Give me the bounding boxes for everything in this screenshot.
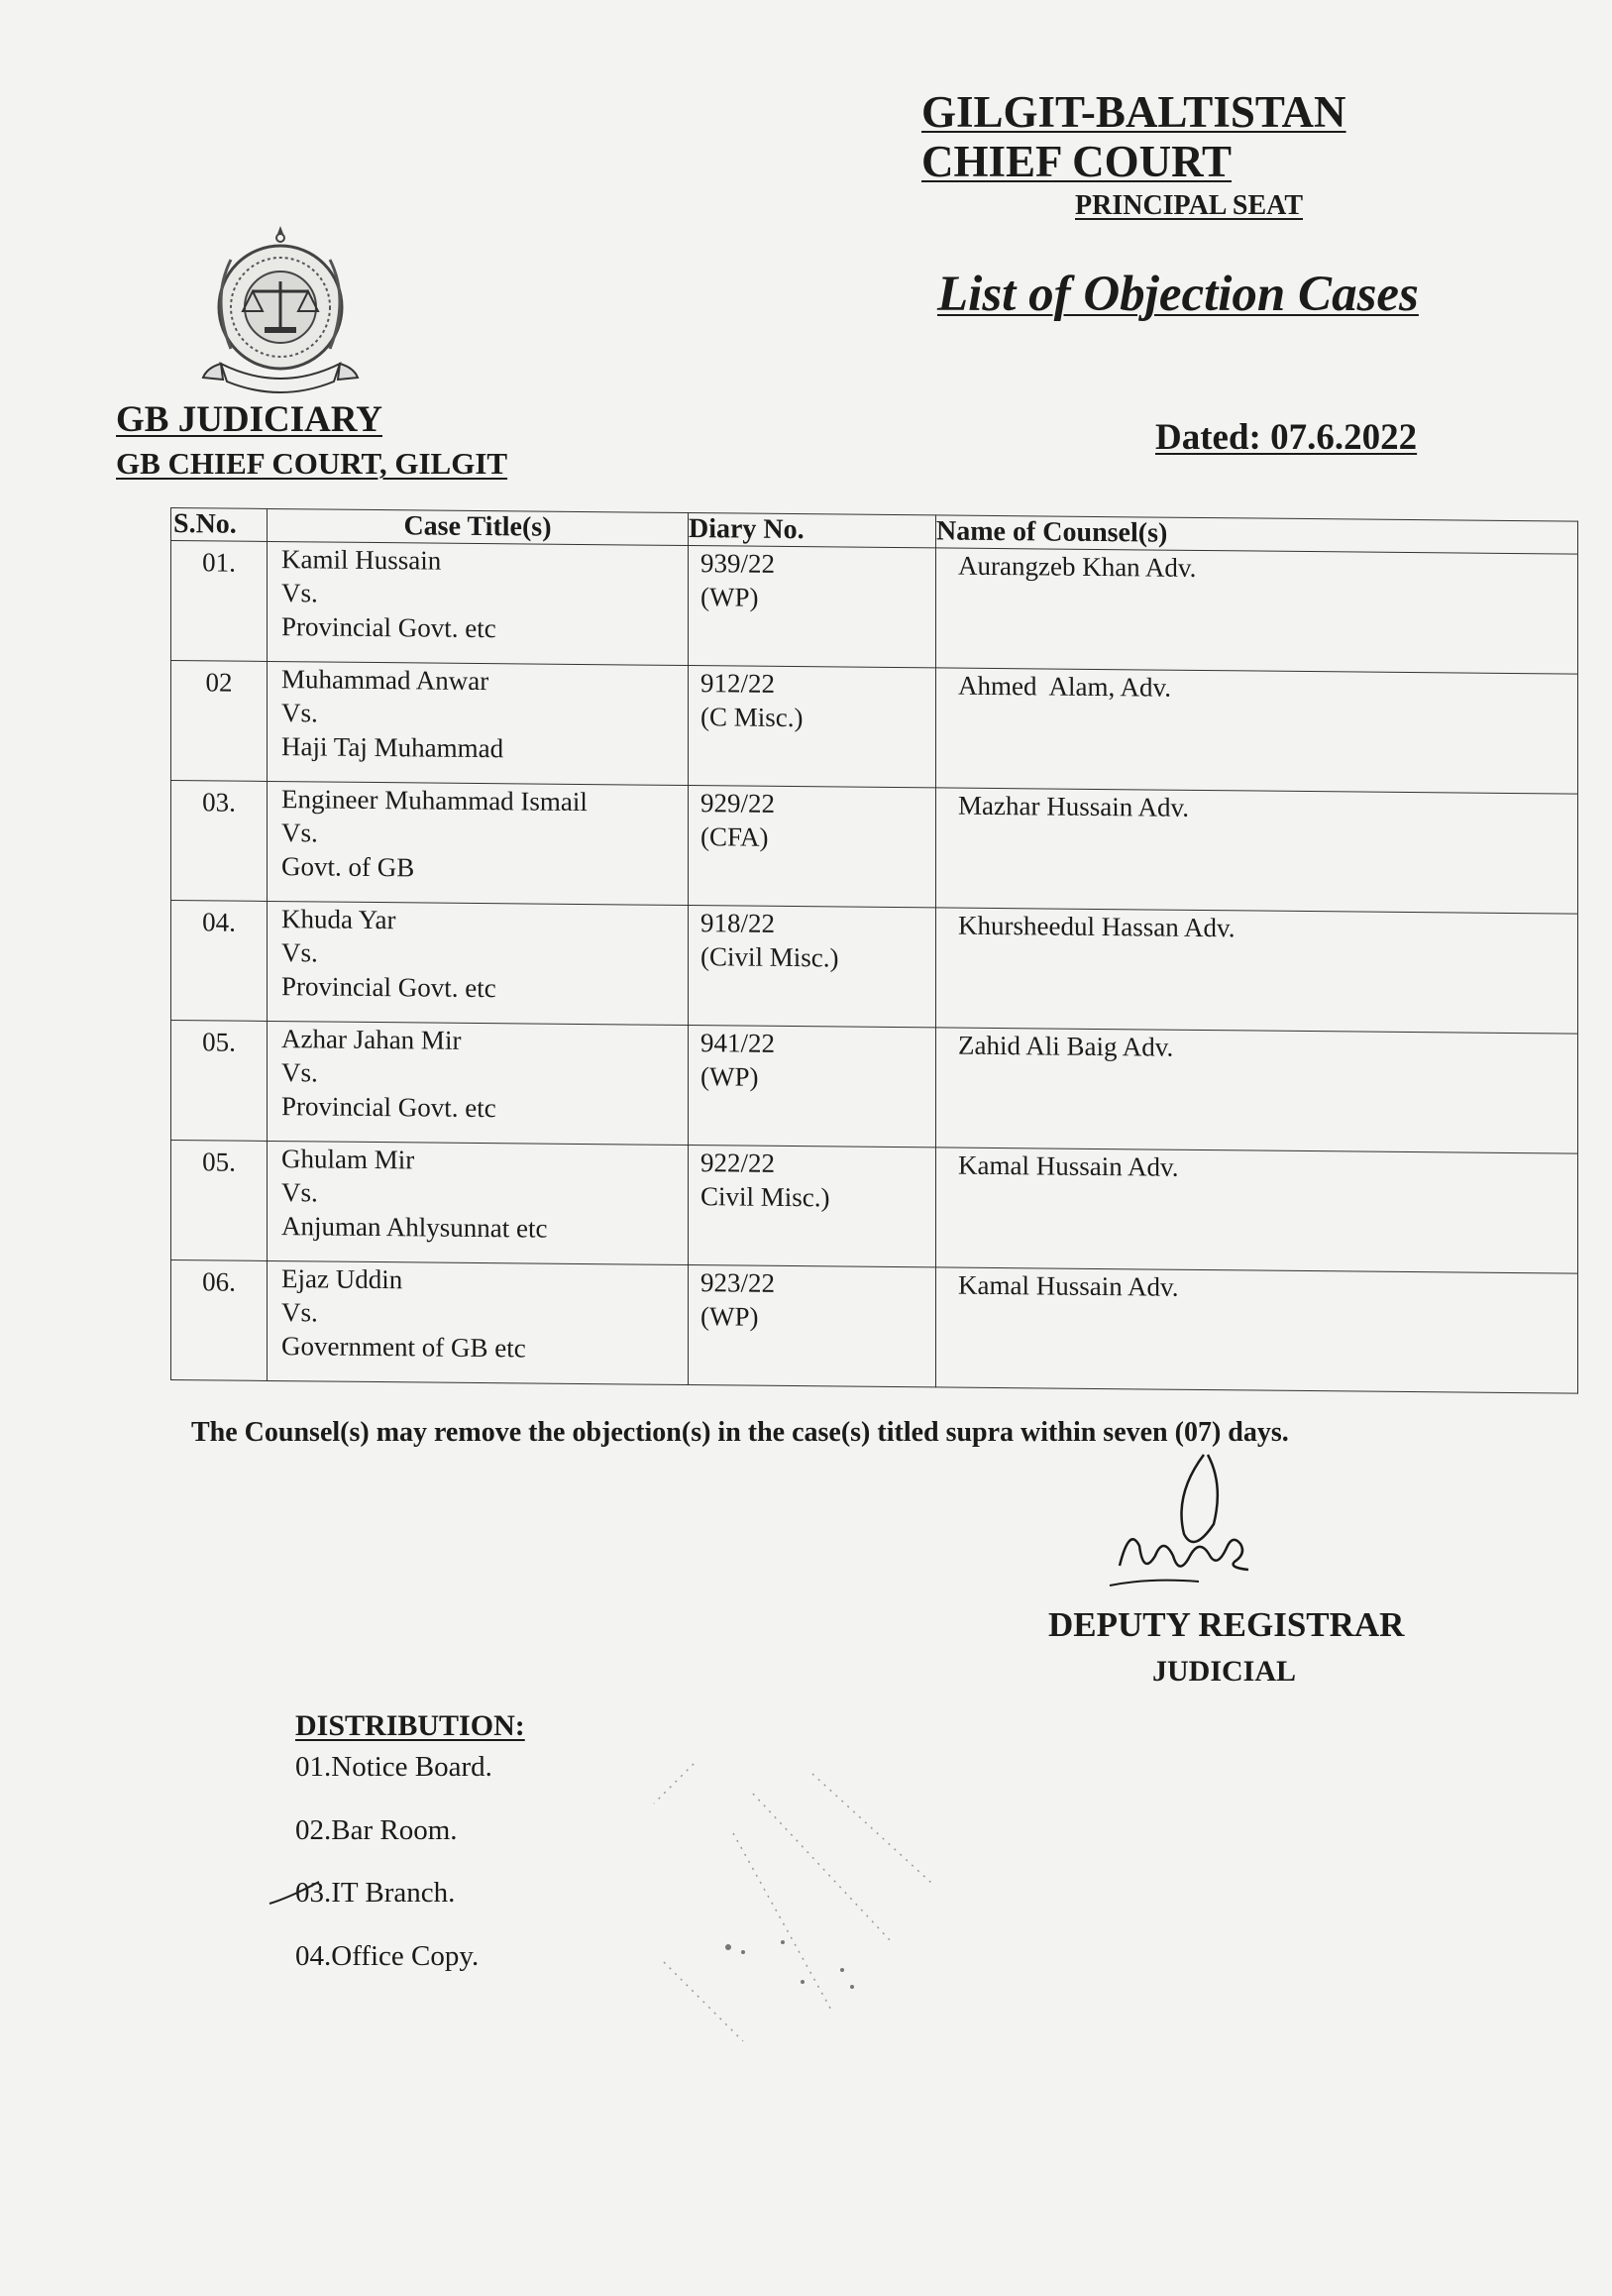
header-sno: S.No.: [171, 508, 268, 542]
diary-number: 929/22: [700, 788, 776, 819]
counsel-name: Khursheedul Hassan Adv.: [958, 910, 1236, 943]
respondent: Haji Taj Muhammad: [281, 731, 504, 764]
diary-number: 923/22: [700, 1267, 776, 1298]
distribution-item: 03.IT Branch.: [295, 1877, 456, 1909]
respondent: Anjuman Ahlysunnat etc: [281, 1211, 548, 1244]
diary-number: 922/22: [700, 1148, 776, 1178]
respondent: Provincial Govt. etc: [281, 971, 496, 1004]
row-case-title: [268, 1260, 689, 1384]
petitioner: Khuda Yar: [281, 904, 396, 935]
row-sno: 05.: [171, 1141, 268, 1261]
row-case-title: [268, 1021, 689, 1145]
respondent: Provincial Govt. etc: [281, 1091, 496, 1124]
distribution-item: 04.Office Copy.: [295, 1940, 480, 1972]
row-sno: 01.: [171, 541, 268, 662]
table-row: [171, 1141, 1578, 1274]
petitioner: Azhar Jahan Mir: [281, 1024, 462, 1055]
row-counsel: [936, 548, 1578, 674]
row-diary-no: [689, 1026, 936, 1148]
row-diary-no: [689, 906, 936, 1028]
judiciary-label: GB JUDICIARY: [116, 399, 383, 440]
case-type: (C Misc.): [700, 702, 804, 733]
petitioner: Ejaz Uddin: [281, 1263, 403, 1295]
case-type: (WP): [700, 1301, 759, 1332]
row-sno: 05.: [171, 1021, 268, 1142]
table-row: [171, 901, 1578, 1035]
case-type: (WP): [700, 1061, 759, 1092]
row-counsel: [936, 788, 1578, 914]
row-sno: 02: [171, 661, 268, 782]
row-sno: 04.: [171, 901, 268, 1022]
table-row: [171, 1021, 1578, 1154]
header-counsel: Name of Counsel(s): [936, 515, 1578, 554]
court-name-line2: CHIEF COURT: [921, 137, 1233, 186]
signatory-title: DEPUTY REGISTRAR: [1048, 1605, 1405, 1644]
counsel-name: Aurangzeb Khan Adv.: [958, 550, 1197, 583]
row-case-title: [268, 661, 689, 785]
distribution-item: 01.Notice Board.: [295, 1751, 492, 1783]
diary-number: 939/22: [700, 548, 776, 579]
diary-number: 912/22: [700, 668, 776, 699]
versus: Vs.: [281, 578, 318, 608]
row-counsel: [936, 1267, 1578, 1393]
court-name-line1: GILGIT-BALTISTAN: [921, 87, 1346, 137]
row-case-title: [268, 781, 689, 905]
distribution-item: 02.Bar Room.: [295, 1814, 458, 1846]
row-diary-no: [689, 786, 936, 908]
versus: Vs.: [281, 1297, 318, 1328]
document-date: Dated: 07.6.2022: [1155, 417, 1418, 458]
table-row: [171, 781, 1578, 915]
court-title: [921, 87, 1346, 186]
signatory-subtitle: JUDICIAL: [1152, 1655, 1297, 1688]
counsel-name: Kamal Hussain Adv.: [958, 1269, 1179, 1302]
versus: Vs.: [281, 937, 318, 968]
respondent: Govt. of GB: [281, 851, 415, 883]
row-diary-no: [689, 1146, 936, 1267]
counsel-name: Kamal Hussain Adv.: [958, 1149, 1179, 1182]
signature-icon: [1100, 1447, 1318, 1615]
counsel-name: Mazhar Hussain Adv.: [958, 790, 1189, 822]
header-diary-no: Diary No.: [689, 513, 936, 548]
row-case-title: [268, 1141, 689, 1264]
row-sno: 06.: [171, 1260, 268, 1381]
respondent: Government of GB etc: [281, 1331, 526, 1364]
table-row: [171, 1260, 1578, 1394]
distribution-title: DISTRIBUTION:: [295, 1709, 525, 1742]
table-row: [171, 661, 1578, 795]
tick-mark-icon: [268, 1878, 327, 1908]
row-case-title: [268, 541, 689, 665]
chief-court-gilgit-label: GB CHIEF COURT, GILGIT: [116, 446, 508, 481]
case-type: (WP): [700, 582, 759, 612]
versus: Vs.: [281, 818, 318, 848]
row-counsel: [936, 908, 1578, 1034]
remark-text: The Counsel(s) may remove the objection(s) in the case(s) titled supra within seven (07) days.: [191, 1417, 1289, 1448]
petitioner: Ghulam Mir: [281, 1144, 415, 1175]
table-row: [171, 541, 1578, 675]
versus: Vs.: [281, 1177, 318, 1208]
counsel-name: Zahid Ali Baig Adv.: [958, 1030, 1174, 1062]
header-case-title: Case Title(s): [268, 508, 689, 545]
versus: Vs.: [281, 1057, 318, 1088]
row-case-title: [268, 901, 689, 1025]
court-emblem-icon: [191, 220, 370, 398]
petitioner: Kamil Hussain: [281, 544, 442, 576]
diary-number: 918/22: [700, 908, 776, 938]
principal-seat: PRINCIPAL SEAT: [1075, 190, 1304, 221]
row-diary-no: [689, 1265, 936, 1387]
row-sno: 03.: [171, 781, 268, 902]
petitioner: Muhammad Anwar: [281, 664, 489, 697]
document-title: List of Objection Cases: [937, 267, 1419, 322]
row-counsel: [936, 1028, 1578, 1153]
case-type: (Civil Misc.): [700, 941, 839, 973]
objection-cases-table: [170, 507, 1578, 1394]
row-counsel: [936, 668, 1578, 794]
respondent: Provincial Govt. etc: [281, 611, 496, 644]
versus: Vs.: [281, 698, 318, 728]
row-diary-no: [689, 546, 936, 668]
row-counsel: [936, 1148, 1578, 1273]
row-diary-no: [689, 666, 936, 788]
diary-number: 941/22: [700, 1028, 776, 1058]
faint-stamp-marks-icon: [634, 1744, 951, 2041]
case-type: (CFA): [700, 821, 769, 852]
case-type: Civil Misc.): [700, 1181, 830, 1213]
petitioner: Engineer Muhammad Ismail: [281, 784, 588, 818]
counsel-name: Ahmed Alam, Adv.: [958, 670, 1171, 703]
